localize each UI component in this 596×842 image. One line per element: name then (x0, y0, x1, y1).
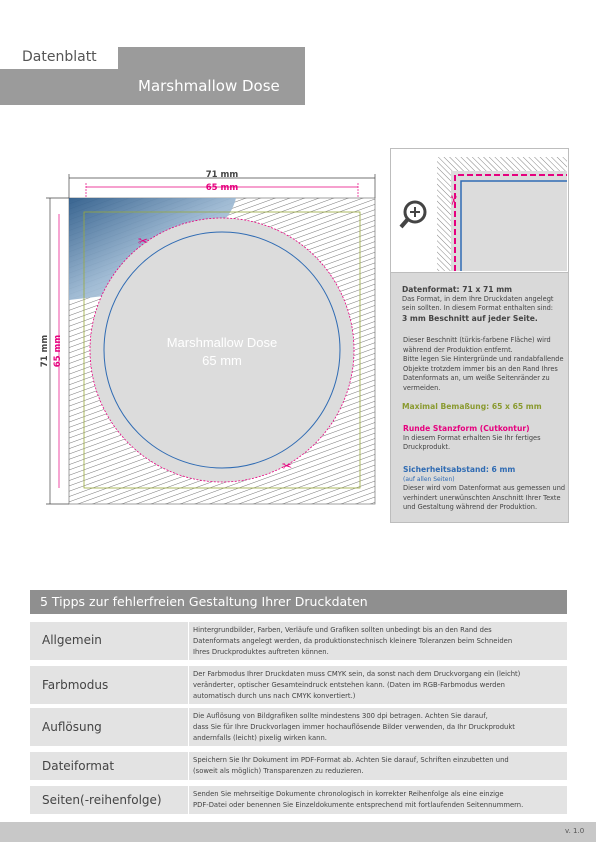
tip-label: Seiten(-reihenfolge) (42, 793, 162, 807)
header-tab-label: Datenblatt (22, 49, 97, 65)
page-title: Marshmallow Dose (138, 77, 280, 95)
beschnitt-text: vermeiden. (403, 383, 441, 392)
panel-cut-block (403, 424, 541, 453)
product-name-label: Marshmallow Dose (166, 335, 278, 350)
safety-subtitle: (auf allen Seiten) (403, 475, 455, 483)
tips-heading: 5 Tipps zur fehlerfreien Gestaltung Ihrer Druckdaten (40, 594, 368, 609)
product-circle (90, 218, 354, 482)
datenformat-title: Datenformat: 71 x 71 mm (402, 285, 513, 294)
tip-text: Hintergrundbilder, Farben, Verläufe und Grafiken sollten unbedingt bis an den Rand des Datenformats angelegt werden, da produktionstechnisch kleinere Toleranzen beim Schneiden Ihres Druckproduktes auftreten können. (193, 626, 513, 656)
beschnitt-text: Bitte legen Sie Hintergründe und randabfallende (403, 355, 564, 363)
product-size-label: 65 mm (202, 353, 242, 368)
dim-label-inner-left: 65 mm (53, 334, 63, 368)
tip-row (30, 752, 567, 780)
tip-text: Senden Sie mehrseitige Dokumente chronologisch in korrekter Reihenfolge als eine einzige PDF-Datei oder benennen Sie Einzeldokumente entsprechend mit fortlaufenden Seitennummern. (193, 790, 524, 809)
tip-text: Speichern Sie Ihr Dokument im PDF-Format ab. Achten Sie darauf, Schriften einzubetten und (soweit als möglich) Transparenzen zu reduzieren. (193, 756, 509, 775)
tip-row (30, 622, 567, 660)
safety-text: und Gestaltung während der Produktion. (403, 503, 538, 511)
safety-title: Sicherheitsabstand: 6 mm (403, 465, 516, 474)
tip-label: Dateiformat (42, 759, 115, 773)
tip-row (30, 708, 567, 746)
tip-row (30, 666, 567, 704)
scissors-icon: ✂ (282, 459, 293, 473)
beschnitt-text: während der Produktion entfernt. (403, 345, 513, 354)
safety-text: verhindert unerwünschten Anschnitt Ihrer Texte (403, 493, 561, 502)
panel-datenformat-block (402, 285, 553, 323)
tip-label: Farbmodus (42, 678, 109, 692)
beschnitt-text: Objekte trotzdem immer bis an den Rand Ihres (403, 364, 558, 373)
tip-text: Der Farbmodus Ihrer Druckdaten muss CMYK sein, da sonst nach dem Druckvorgang ein (leicht) veränderter, optischer Gesamteindruck entstehen kann. (Daten im RGB-Farbmodus werden automatisch durch uns nach CMYK konvertiert.) (193, 670, 521, 700)
cut-title: Runde Stanzform (Cutkontur) (403, 424, 530, 433)
tip-row (30, 786, 567, 814)
panel-beschnitt-block (403, 336, 564, 393)
version-label: v. 1.0 (565, 827, 585, 835)
datenformat-text: Das Format, in dem Ihre Druckdaten angelegt (402, 294, 554, 303)
dim-label-inner-top: 65 mm (205, 183, 239, 193)
dim-label-outer-left: 71 mm (40, 334, 50, 368)
scissors-icon: ✂ (138, 234, 149, 248)
tip-text: Die Auflösung von Bildgrafiken sollte mindestens 300 dpi betragen. Achten Sie darauf, dass Sie für Ihre Druckvorlagen immer hochauflösende Bilder verwenden, da Ihr Druckprodukt andernfalls (leicht) pixelig wirken kann. (193, 712, 515, 742)
zoom-detail-graphic (391, 149, 568, 272)
cut-text: Druckprodukt. (403, 443, 451, 451)
scissors-icon: ✂ (445, 195, 460, 206)
max-size-title: Maximal Bemaßung: 65 x 65 mm (402, 402, 542, 411)
zoom-detail-box (390, 148, 569, 273)
cut-text: In diesem Format erhalten Sie Ihr fertiges (403, 433, 541, 442)
zoom-magnifier-icon (401, 202, 425, 227)
datenformat-text: sein sollten. In diesem Format enthalten sind: (402, 304, 554, 312)
panel-safety-block (403, 465, 565, 513)
footer-bar (0, 822, 596, 842)
tip-label: Auflösung (42, 720, 102, 734)
safety-text: Dieser wird vom Datenformat aus gemessen und (403, 484, 566, 492)
dim-label-outer-top: 71 mm (205, 170, 239, 180)
tip-label: Allgemein (42, 633, 102, 647)
beschnitt-text: Datenformats an, um weiße Seitenränder zu (403, 374, 550, 382)
beschnitt-text: Dieser Beschnitt (türkis-farbene Fläche) wird (403, 336, 551, 344)
datenformat-bold: 3 mm Beschnitt auf jeder Seite. (402, 313, 538, 323)
